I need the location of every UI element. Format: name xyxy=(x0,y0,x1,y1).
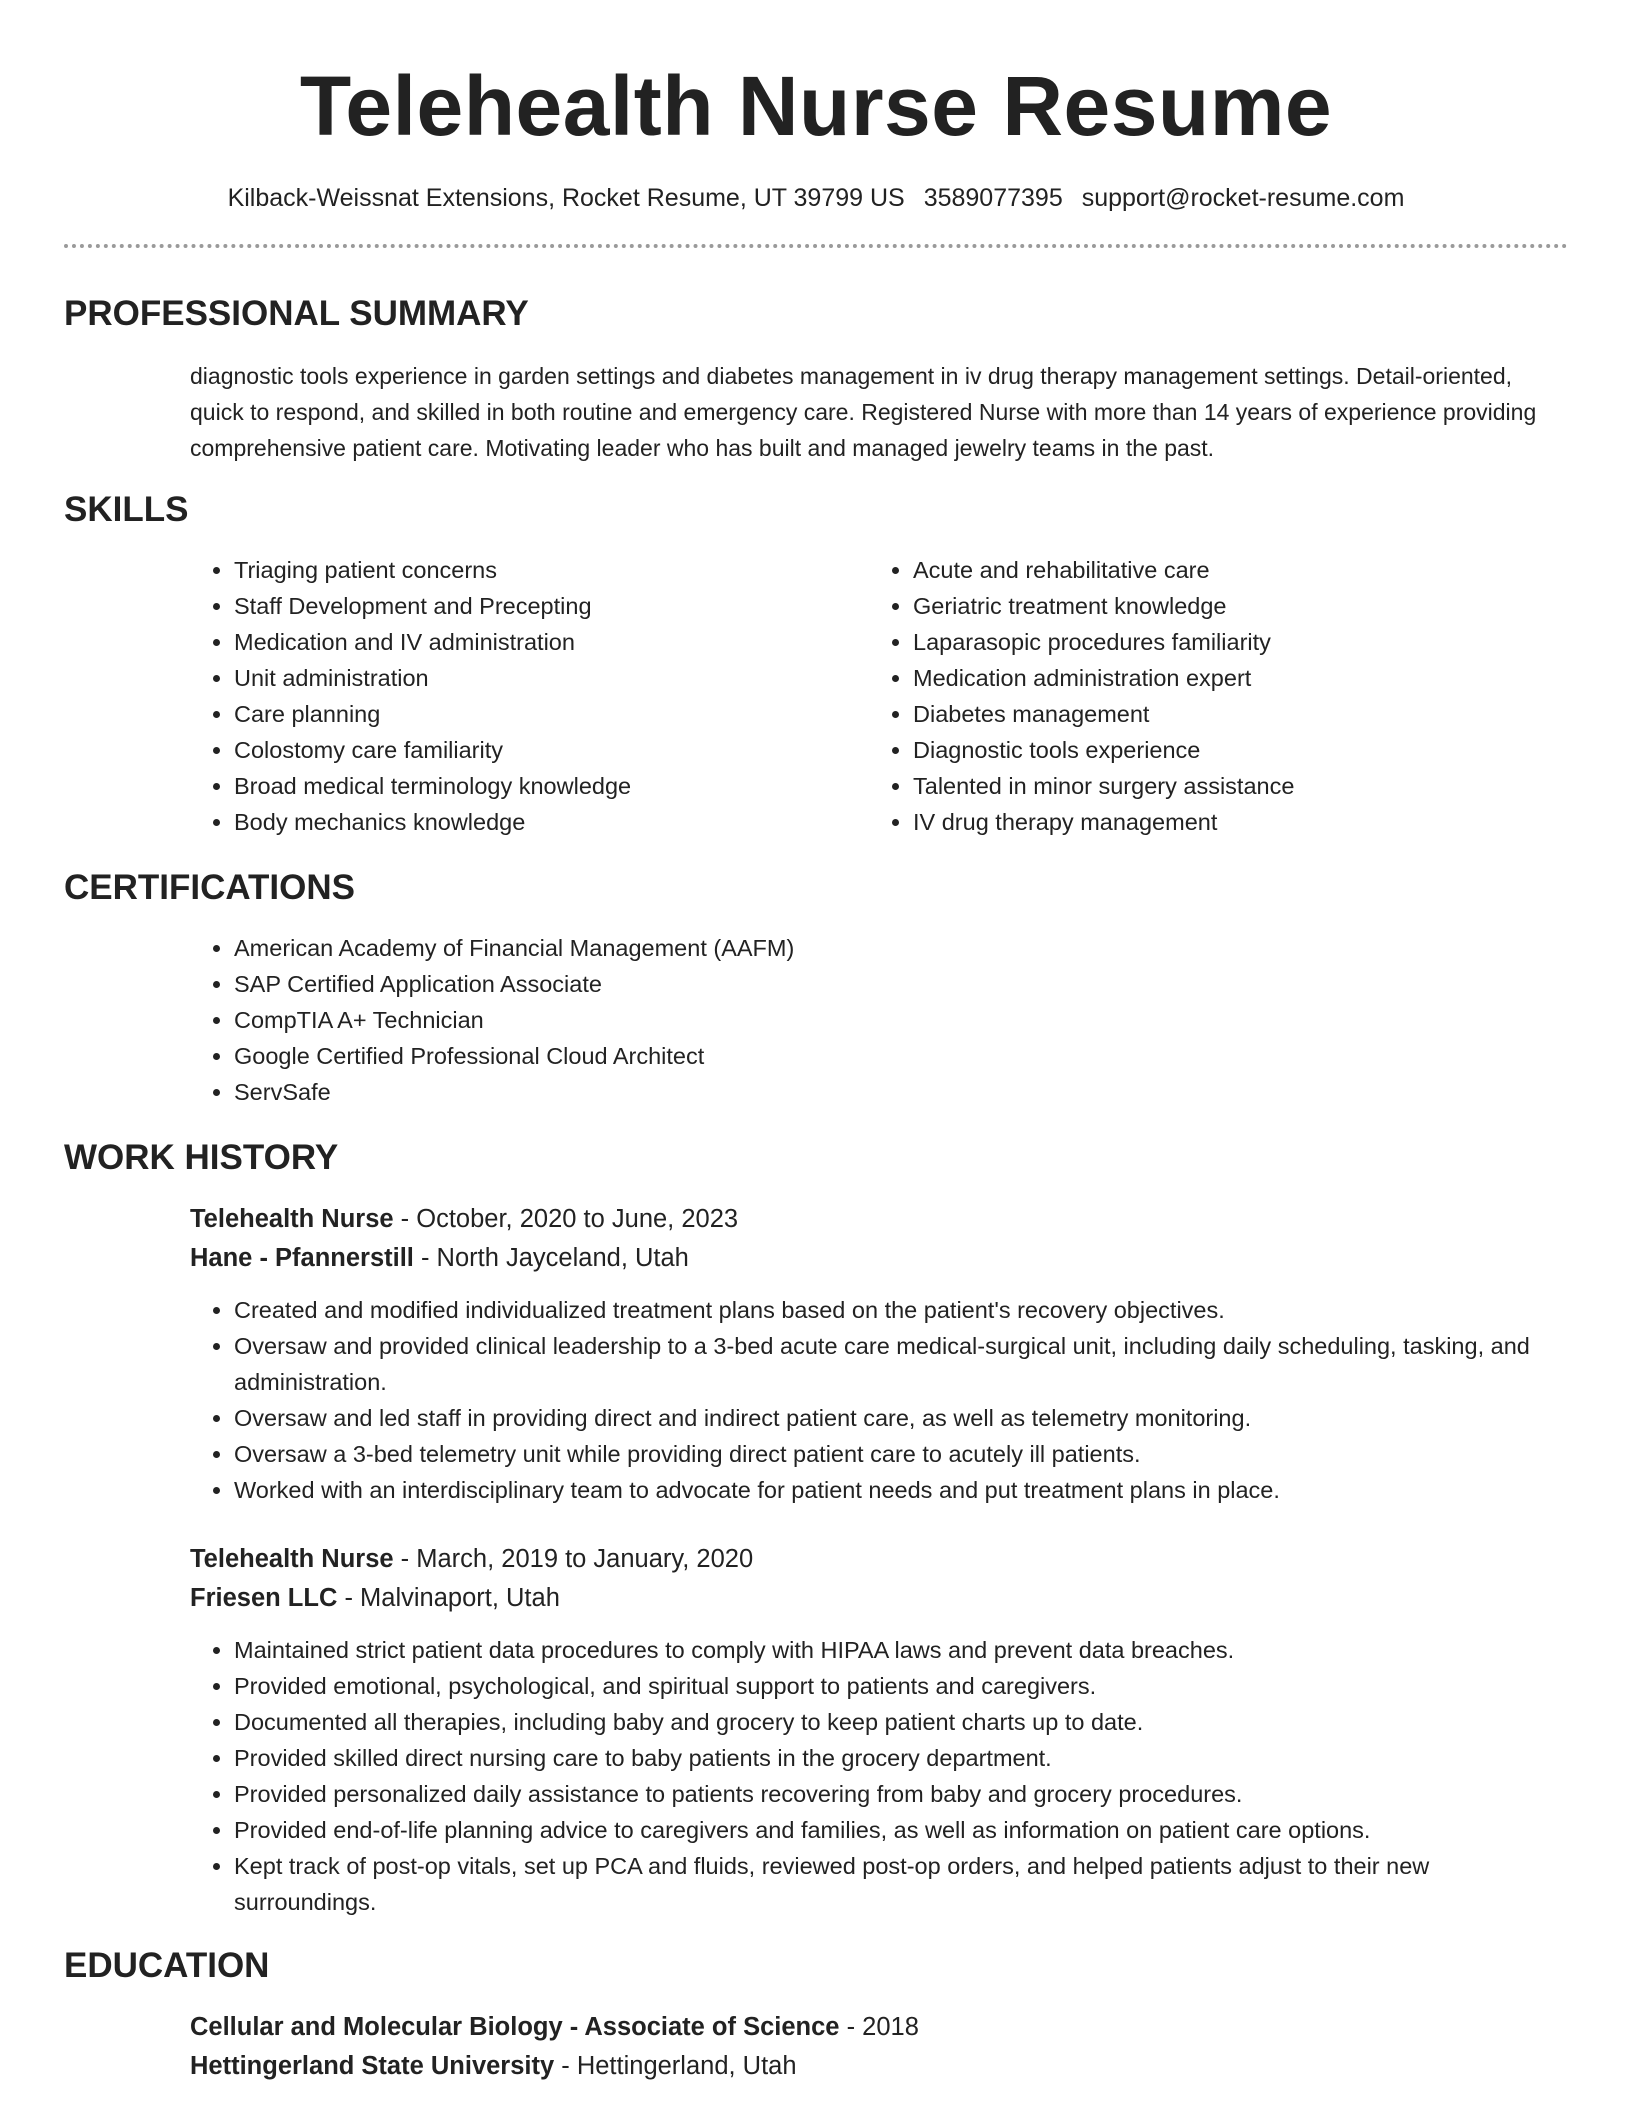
education-entry xyxy=(190,2008,1568,2086)
summary-heading: PROFESSIONAL SUMMARY xyxy=(64,294,529,333)
certification-item: • ServSafe xyxy=(234,1074,1568,1110)
work-history-heading: WORK HISTORY xyxy=(64,1138,339,1177)
skill-item: • Laparasopic procedures familiarity xyxy=(913,624,1548,660)
skill-item: • Diagnostic tools experience xyxy=(913,732,1548,768)
certification-item: • SAP Certified Application Associate xyxy=(234,966,1568,1002)
job-bullet: • Maintained strict patient data procedures to comply with HIPAA laws and prevent data breaches. xyxy=(234,1632,1568,1668)
address-text: Kilback-Weissnat Extensions, Rocket Resume, UT 39799 US xyxy=(227,184,905,212)
skills-column-left xyxy=(190,552,869,840)
skill-item: • Broad medical terminology knowledge xyxy=(234,768,869,804)
certification-item: • American Academy of Financial Management (AAFM) xyxy=(234,930,1568,966)
education-degree: Cellular and Molecular Biology - Associate of Science xyxy=(190,2013,840,2041)
job-bullet: • Provided emotional, psychological, and spiritual support to patients and caregivers. xyxy=(234,1668,1568,1704)
skill-item: • Acute and rehabilitative care xyxy=(913,552,1548,588)
job-company-line xyxy=(190,1579,1568,1618)
job-bullet: • Oversaw and provided clinical leadership to a 3-bed acute care medical-surgical unit, including daily scheduling, tasking, and administration. xyxy=(234,1328,1568,1400)
skill-item: • Geriatric treatment knowledge xyxy=(913,588,1548,624)
certifications-heading: CERTIFICATIONS xyxy=(64,868,356,907)
education-school: Hettingerland State University xyxy=(190,2052,555,2080)
job-company: Hane - Pfannerstill xyxy=(190,1244,414,1272)
skill-item: • Diabetes management xyxy=(913,696,1548,732)
skill-item: • Medication administration expert xyxy=(913,660,1548,696)
job-bullet: • Oversaw and led staff in providing direct and indirect patient care, as well as telemetry monitoring. xyxy=(234,1400,1568,1436)
skill-item: • Unit administration xyxy=(234,660,869,696)
skills-list xyxy=(190,552,1568,840)
skill-item: • Talented in minor surgery assistance xyxy=(913,768,1548,804)
page-title: Telehealth Nurse Resume xyxy=(299,59,1333,153)
job-bullets xyxy=(190,1292,1568,1508)
job-location: - North Jayceland, Utah xyxy=(413,1244,689,1272)
skill-item: • Colostomy care familiarity xyxy=(234,732,869,768)
skills-column-right xyxy=(869,552,1548,840)
education-school-line xyxy=(190,2047,1568,2086)
job-bullets xyxy=(190,1632,1568,1920)
job-location: - Malvinaport, Utah xyxy=(337,1584,560,1612)
job-dates: - March, 2019 to January, 2020 xyxy=(393,1545,754,1573)
job-entry xyxy=(190,1200,1568,1508)
phone-text: 3589077395 xyxy=(923,184,1063,212)
skill-item: • Body mechanics knowledge xyxy=(234,804,869,840)
job-dates: - October, 2020 to June, 2023 xyxy=(393,1205,739,1233)
skill-item: • Care planning xyxy=(234,696,869,732)
job-company: Friesen LLC xyxy=(190,1584,338,1612)
job-bullet: • Kept track of post-op vitals, set up PCA and fluids, reviewed post-op orders, and helped patients adjust to their new surroundings. xyxy=(234,1848,1568,1920)
job-bullet: • Documented all therapies, including baby and grocery to keep patient charts up to date. xyxy=(234,1704,1568,1740)
summary-text: diagnostic tools experience in garden settings and diabetes management in iv drug therapy management settings. Detail-oriented, quick to respond, and skilled in both routine and emergency care. Registered Nurse with more than 14 years of experience providing comprehensive patient care. Motivating leader who has built and managed jewelry teams in the past. xyxy=(190,363,1537,461)
job-bullet: • Provided skilled direct nursing care to baby patients in the grocery department. xyxy=(234,1740,1568,1776)
certification-item: • Google Certified Professional Cloud Architect xyxy=(234,1038,1568,1074)
skill-item: • Triaging patient concerns xyxy=(234,552,869,588)
job-bullet: • Created and modified individualized treatment plans based on the patient's recovery objectives. xyxy=(234,1292,1568,1328)
resume-page xyxy=(64,0,1568,2086)
job-title-line xyxy=(190,1200,1568,1239)
job-title: Telehealth Nurse xyxy=(190,1545,394,1573)
education-year: - 2018 xyxy=(839,2013,919,2041)
skills-heading: SKILLS xyxy=(64,490,189,529)
job-bullet: • Provided personalized daily assistance to patients recovering from baby and grocery procedures. xyxy=(234,1776,1568,1812)
job-bullet: • Worked with an interdisciplinary team to advocate for patient needs and put treatment plans in place. xyxy=(234,1472,1568,1508)
education-location: - Hettingerland, Utah xyxy=(554,2052,797,2080)
skill-item: • IV drug therapy management xyxy=(913,804,1548,840)
certifications-list xyxy=(190,930,1568,1110)
job-bullet: • Oversaw a 3-bed telemetry unit while providing direct patient care to acutely ill patients. xyxy=(234,1436,1568,1472)
education-degree-line xyxy=(190,2008,1568,2047)
skill-item: • Staff Development and Precepting xyxy=(234,588,869,624)
certification-item: • CompTIA A+ Technician xyxy=(234,1002,1568,1038)
job-title: Telehealth Nurse xyxy=(190,1205,394,1233)
job-entry xyxy=(190,1540,1568,1920)
job-bullet: • Provided end-of-life planning advice to caregivers and families, as well as information on patient care options. xyxy=(234,1812,1568,1848)
contact-line xyxy=(64,182,1568,214)
education-heading: EDUCATION xyxy=(64,1946,270,1985)
job-company-line xyxy=(190,1239,1568,1278)
job-title-line xyxy=(190,1540,1568,1579)
header-divider xyxy=(64,244,1568,248)
skill-item: • Medication and IV administration xyxy=(234,624,869,660)
email-link[interactable]: support@rocket-resume.com xyxy=(1081,184,1405,212)
